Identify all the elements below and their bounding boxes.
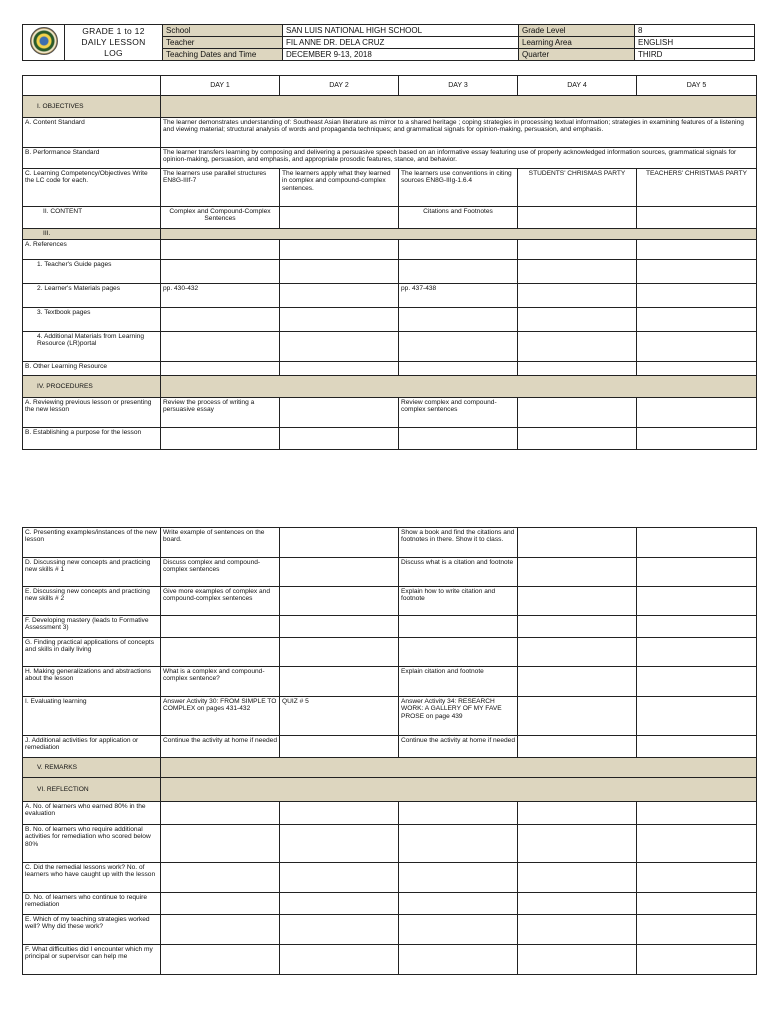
procedure-j-day-4 <box>518 736 637 758</box>
procedure-c-day-4 <box>518 528 637 558</box>
additional-materials-day-2 <box>280 332 399 362</box>
content-standard-label: A. Content Standard <box>23 118 161 148</box>
procedure-e-row <box>23 587 757 616</box>
procedure-e-day-4 <box>518 587 637 616</box>
textbook-day-4 <box>518 308 637 332</box>
procedure-i-day-4 <box>518 697 637 736</box>
procedure-i-day-2: QUIZ # 5 <box>280 697 399 736</box>
procedure-e-day-5 <box>637 587 757 616</box>
procedure-b-day-2 <box>280 428 399 450</box>
other-resource-day-4 <box>518 362 637 376</box>
reflection-b-row <box>23 825 757 863</box>
competency-label: C. Learning Competency/Objectives Write the LC code for each. <box>23 169 161 207</box>
resources-section-row <box>23 229 757 240</box>
procedure-i-day-3: Answer Activity 34: RESEARCH WORK: A GALLERY OF MY FAVE PROSE on page 439 <box>399 697 518 736</box>
competency-row <box>23 169 757 207</box>
procedure-d-day-5 <box>637 558 757 587</box>
textbook-day-1 <box>161 308 280 332</box>
procedure-h-row <box>23 667 757 697</box>
textbook-day-2 <box>280 308 399 332</box>
reflection-a-row <box>23 802 757 825</box>
procedure-f-day-5 <box>637 616 757 638</box>
content-day-5 <box>637 207 757 229</box>
procedure-i-day-1: Answer Activity 30: FROM SIMPLE TO COMPLEX on pages 431-432 <box>161 697 280 736</box>
teachers-guide-day-5 <box>637 260 757 284</box>
procedure-c-day-1: Write example of sentences on the board. <box>161 528 280 558</box>
dates-label: Teaching Dates and Time <box>163 49 283 61</box>
remarks-section-row <box>23 758 757 778</box>
procedure-c-row <box>23 528 757 558</box>
teachers-guide-day-4 <box>518 260 637 284</box>
procedure-d-label: D. Discussing new concepts and practicing new skills # 1 <box>23 558 161 587</box>
procedure-j-label: J. Additional activities for application or remediation <box>23 736 161 758</box>
content-day-1: Complex and Compound-Complex Sentences <box>161 207 280 229</box>
content-heading: II. CONTENT <box>23 207 161 229</box>
reflection-section-row <box>23 778 757 802</box>
additional-materials-row <box>23 332 757 362</box>
procedure-a-row <box>23 398 757 428</box>
teachers-guide-day-1 <box>161 260 280 284</box>
learners-materials-day-1: pp. 430-432 <box>161 284 280 308</box>
procedure-c-label: C. Presenting examples/instances of the new lesson <box>23 528 161 558</box>
procedure-b-day-5 <box>637 428 757 450</box>
content-standard-row <box>23 118 757 148</box>
day-5-header: DAY 5 <box>637 76 757 96</box>
additional-materials-label: 4. Additional Materials from Learning Resource (LR)portal <box>23 332 161 362</box>
competency-day-5: TEACHERS' CHRISTMAS PARTY <box>637 169 757 207</box>
additional-materials-day-5 <box>637 332 757 362</box>
procedure-a-day-5 <box>637 398 757 428</box>
grade-level-value: 8 <box>635 25 755 37</box>
procedure-h-day-1: What is a complex and compound-complex sentence? <box>161 667 280 697</box>
competency-day-3: The learners use conventions in citing sources EN8G-IIIg-1.6.4 <box>399 169 518 207</box>
procedure-b-day-1 <box>161 428 280 450</box>
procedure-a-label: A. Reviewing previous lesson or presenting the new lesson <box>23 398 161 428</box>
reflection-c-label: C. Did the remedial lessons work? No. of learners who have caught up with the lesson <box>23 863 161 893</box>
learning-area-value: ENGLISH <box>635 37 755 49</box>
procedure-b-row <box>23 428 757 450</box>
objectives-section-row <box>23 96 757 118</box>
reflection-b-label: B. No. of learners who require additional activities for remediation who scored below 80% <box>23 825 161 863</box>
references-row <box>23 240 757 260</box>
textbook-label: 3. Textbook pages <box>23 308 161 332</box>
corner-cell <box>23 76 161 96</box>
procedure-h-day-5 <box>637 667 757 697</box>
objectives-heading: I. OBJECTIVES <box>23 96 161 118</box>
procedure-b-day-3 <box>399 428 518 450</box>
reflection-e-row <box>23 915 757 945</box>
procedure-b-label: B. Establishing a purpose for the lesson <box>23 428 161 450</box>
other-resource-day-5 <box>637 362 757 376</box>
other-resource-day-1 <box>161 362 280 376</box>
textbook-day-5 <box>637 308 757 332</box>
reflection-d-label: D. No. of learners who continue to require remediation <box>23 893 161 915</box>
procedure-g-day-3 <box>399 638 518 667</box>
procedure-j-day-2 <box>280 736 399 758</box>
procedures-heading: IV. PROCEDURES <box>23 376 161 398</box>
procedure-i-label: I. Evaluating learning <box>23 697 161 736</box>
content-day-4 <box>518 207 637 229</box>
teacher-label: Teacher <box>163 37 283 49</box>
other-resource-day-2 <box>280 362 399 376</box>
learners-materials-label: 2. Learner's Materials pages <box>23 284 161 308</box>
title-line-1: GRADE 1 to 12 <box>82 26 145 36</box>
procedure-a-day-4 <box>518 398 637 428</box>
performance-standard-row <box>23 148 757 169</box>
procedure-c-day-5 <box>637 528 757 558</box>
school-label: School <box>163 25 283 37</box>
references-label: A. References <box>23 240 161 260</box>
teachers-guide-label: 1. Teacher's Guide pages <box>23 260 161 284</box>
day-2-header: DAY 2 <box>280 76 399 96</box>
quarter-value: THIRD <box>635 49 755 61</box>
procedure-g-day-2 <box>280 638 399 667</box>
procedure-d-day-4 <box>518 558 637 587</box>
reflection-d-row <box>23 893 757 915</box>
content-row <box>23 207 757 229</box>
reflection-f-row <box>23 945 757 975</box>
procedure-j-row <box>23 736 757 758</box>
other-resource-row <box>23 362 757 376</box>
school-value: SAN LUIS NATIONAL HIGH SCHOOL <box>283 25 519 37</box>
procedure-a-day-3: Review complex and compound-complex sentences <box>399 398 518 428</box>
day-4-header: DAY 4 <box>518 76 637 96</box>
learners-materials-day-4 <box>518 284 637 308</box>
procedure-i-row <box>23 697 757 736</box>
teacher-value: FIL ANNE DR. DELA CRUZ <box>283 37 519 49</box>
procedure-e-day-2 <box>280 587 399 616</box>
textbook-row <box>23 308 757 332</box>
performance-standard-label: B. Performance Standard <box>23 148 161 169</box>
additional-materials-day-4 <box>518 332 637 362</box>
procedure-e-label: E. Discussing new concepts and practicing new skills # 2 <box>23 587 161 616</box>
content-day-2 <box>280 207 399 229</box>
reflection-c-row <box>23 863 757 893</box>
procedure-g-label: G. Finding practical applications of concepts and skills in daily living <box>23 638 161 667</box>
dates-value: DECEMBER 9-13, 2018 <box>283 49 519 61</box>
lesson-log-table-page-2 <box>22 527 757 975</box>
procedure-f-day-3 <box>399 616 518 638</box>
seal-logo-icon <box>30 27 58 55</box>
day-1-header: DAY 1 <box>161 76 280 96</box>
learners-materials-day-5 <box>637 284 757 308</box>
procedure-d-day-2 <box>280 558 399 587</box>
content-day-3: Citations and Footnotes <box>399 207 518 229</box>
quarter-label: Quarter <box>519 49 635 61</box>
procedure-b-day-4 <box>518 428 637 450</box>
header-table <box>22 24 755 61</box>
procedure-c-day-2 <box>280 528 399 558</box>
procedure-g-day-4 <box>518 638 637 667</box>
additional-materials-day-3 <box>399 332 518 362</box>
competency-day-2: The learners apply what they learned in complex and compound-complex sentences. <box>280 169 399 207</box>
title-line-3: LOG <box>104 48 123 58</box>
reflection-heading: VI. REFLECTION <box>23 778 161 802</box>
procedure-j-day-5 <box>637 736 757 758</box>
remarks-heading: V. REMARKS <box>23 758 161 778</box>
teachers-guide-day-2 <box>280 260 399 284</box>
competency-day-4: STUDENTS' CHRISMAS PARTY <box>518 169 637 207</box>
reflection-f-label: F. What difficulties did I encounter which my principal or supervisor can help me <box>23 945 161 975</box>
procedure-f-label: F. Developing mastery (leads to Formative Assessment 3) <box>23 616 161 638</box>
additional-materials-day-1 <box>161 332 280 362</box>
grade-level-label: Grade Level <box>519 25 635 37</box>
day-header-row <box>23 76 757 96</box>
procedure-j-day-3: Continue the activity at home if needed <box>399 736 518 758</box>
procedure-a-day-2 <box>280 398 399 428</box>
learners-materials-day-2 <box>280 284 399 308</box>
lesson-log-table-page-1 <box>22 75 757 450</box>
procedure-i-day-5 <box>637 697 757 736</box>
other-resource-label: B. Other Learning Resource <box>23 362 161 376</box>
competency-day-1: The learners use parallel structures EN8G-IIIf-7 <box>161 169 280 207</box>
teachers-guide-day-3 <box>399 260 518 284</box>
learners-materials-day-3: pp. 437-438 <box>399 284 518 308</box>
procedure-g-day-1 <box>161 638 280 667</box>
title-line-2: DAILY LESSON <box>81 37 146 47</box>
performance-standard-text: The learner transfers learning by composing and delivering a persuasive speech based on an informative essay featuring use of properly acknowledged information sources, grammatical signals for opinion-making, persuasion, and emphasis, and appropriate prosodic features, stance, and behavior. <box>161 148 757 169</box>
procedures-section-row <box>23 376 757 398</box>
procedure-h-day-2 <box>280 667 399 697</box>
procedure-e-day-1: Give more examples of complex and compound-complex sentences <box>161 587 280 616</box>
procedure-d-day-3: Discuss what is a citation and footnote <box>399 558 518 587</box>
procedure-f-day-4 <box>518 616 637 638</box>
procedure-f-day-1 <box>161 616 280 638</box>
procedure-h-day-4 <box>518 667 637 697</box>
procedure-d-row <box>23 558 757 587</box>
procedure-e-day-3: Explain how to write citation and footnote <box>399 587 518 616</box>
procedure-h-label: H. Making generalizations and abstractions about the lesson <box>23 667 161 697</box>
procedure-g-row <box>23 638 757 667</box>
learning-area-label: Learning Area <box>519 37 635 49</box>
reflection-e-label: E. Which of my teaching strategies worked well? Why did these work? <box>23 915 161 945</box>
resources-heading: III. <box>23 229 161 240</box>
textbook-day-3 <box>399 308 518 332</box>
procedure-j-day-1: Continue the activity at home if needed <box>161 736 280 758</box>
reflection-a-label: A. No. of learners who earned 80% in the evaluation <box>23 802 161 825</box>
day-3-header: DAY 3 <box>399 76 518 96</box>
procedure-f-day-2 <box>280 616 399 638</box>
dll-title <box>65 25 163 61</box>
procedure-c-day-3: Show a book and find the citations and footnotes in there. Show it to class. <box>399 528 518 558</box>
deped-seal <box>23 25 65 61</box>
procedure-d-day-1: Discuss complex and compound-complex sentences <box>161 558 280 587</box>
procedure-a-day-1: Review the process of writing a persuasive essay <box>161 398 280 428</box>
learners-materials-row <box>23 284 757 308</box>
content-standard-text: The learner demonstrates understanding of: Southeast Asian literature as mirror to a shared heritage ; coping strategies in processing textual information; strategies in examining features of a listening and viewing material; structural analysis of words and propaganda techniques; and grammatical signals for opinion-making, persuasion, and emphasis. <box>161 118 757 148</box>
procedure-h-day-3: Explain citation and footnote <box>399 667 518 697</box>
other-resource-day-3 <box>399 362 518 376</box>
teachers-guide-row <box>23 260 757 284</box>
procedure-f-row <box>23 616 757 638</box>
procedure-g-day-5 <box>637 638 757 667</box>
